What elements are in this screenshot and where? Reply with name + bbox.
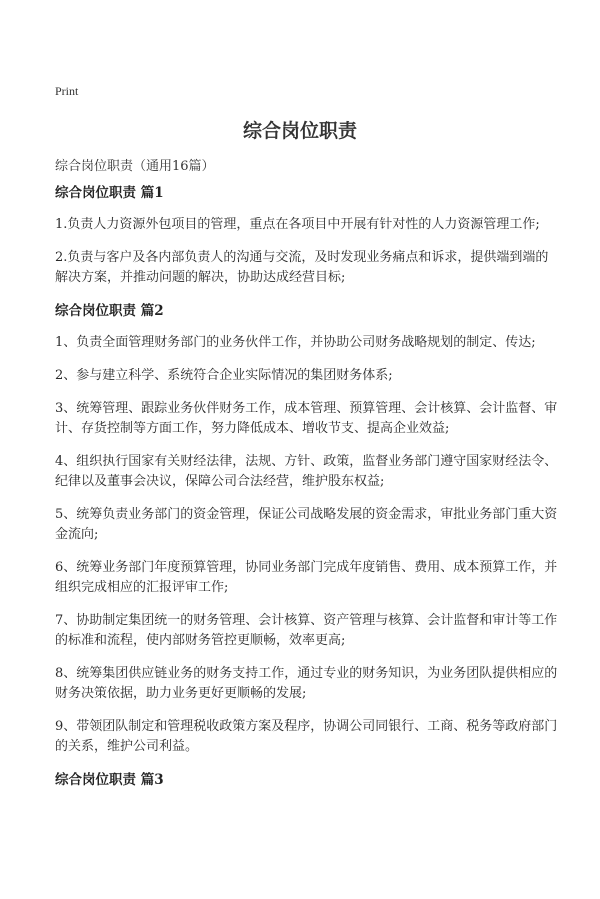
duty-paragraph: 4、组织执行国家有关财经法律，法规、方针、政策，监督业务部门遵守国家财经法令、纪律以及董事会决议，保障公司合法经营，维护股东权益; [55,454,558,489]
duty-paragraph: 9、带领团队制定和管理税收政策方案及程序，协调公司同银行、工商、税务等政府部门的关系，维护公司利益。 [55,719,558,754]
duty-paragraph: 1.负责人力资源外包项目的管理，重点在各项目中开展有针对性的人力资源管理工作; [55,217,540,232]
duty-paragraph: 5、统筹负责业务部门的资金管理，保证公司战略发展的资金需求，审批业务部门重大资金流向; [55,507,558,542]
section-heading: 综合岗位职责 篇2 [55,303,164,319]
duty-paragraph: 7、协助制定集团统一的财务管理、会计核算、资产管理与核算、会计监督和审计等工作的标准和流程，使内部财务管控更顺畅，效率更高; [55,613,558,648]
print-link[interactable]: Print [55,84,79,98]
section-heading: 综合岗位职责 篇1 [55,185,164,201]
duty-paragraph: 2.负责与客户及各内部负责人的沟通与交流，及时发现业务痛点和诉求，提供端到端的解决方案，并推动问题的解决，协助达成经营目标; [55,250,549,285]
duty-paragraph: 8、统筹集团供应链业务的财务支持工作，通过专业的财务知识，为业务团队提供相应的财务决策依据，助力业务更好更顺畅的发展; [55,666,558,701]
duty-paragraph: 6、统筹业务部门年度预算管理，协同业务部门完成年度销售、费用、成本预算工作，并组织完成相应的汇报评审工作; [55,560,558,595]
duty-paragraph: 2、参与建立科学、系统符合企业实际情况的集团财务体系; [55,368,393,383]
section [55,770,560,790]
section-heading: 综合岗位职责 篇3 [55,772,164,788]
section [55,183,560,288]
duty-paragraph: 1、负责全面管理财务部门的业务伙伴工作，并协助公司财务战略规划的制定、传达; [55,335,536,350]
duty-paragraph: 3、统筹管理、跟踪业务伙伴财务工作，成本管理、预算管理、会计核算、会计监督、审计、存货控制等方面工作，努力降低成本、增收节支、提高企业效益; [55,401,558,436]
document-body [55,183,560,802]
section [55,301,560,757]
page-title: 综合岗位职责 [242,120,357,142]
document-subtitle: 综合岗位职责（通用16篇） [55,159,215,174]
